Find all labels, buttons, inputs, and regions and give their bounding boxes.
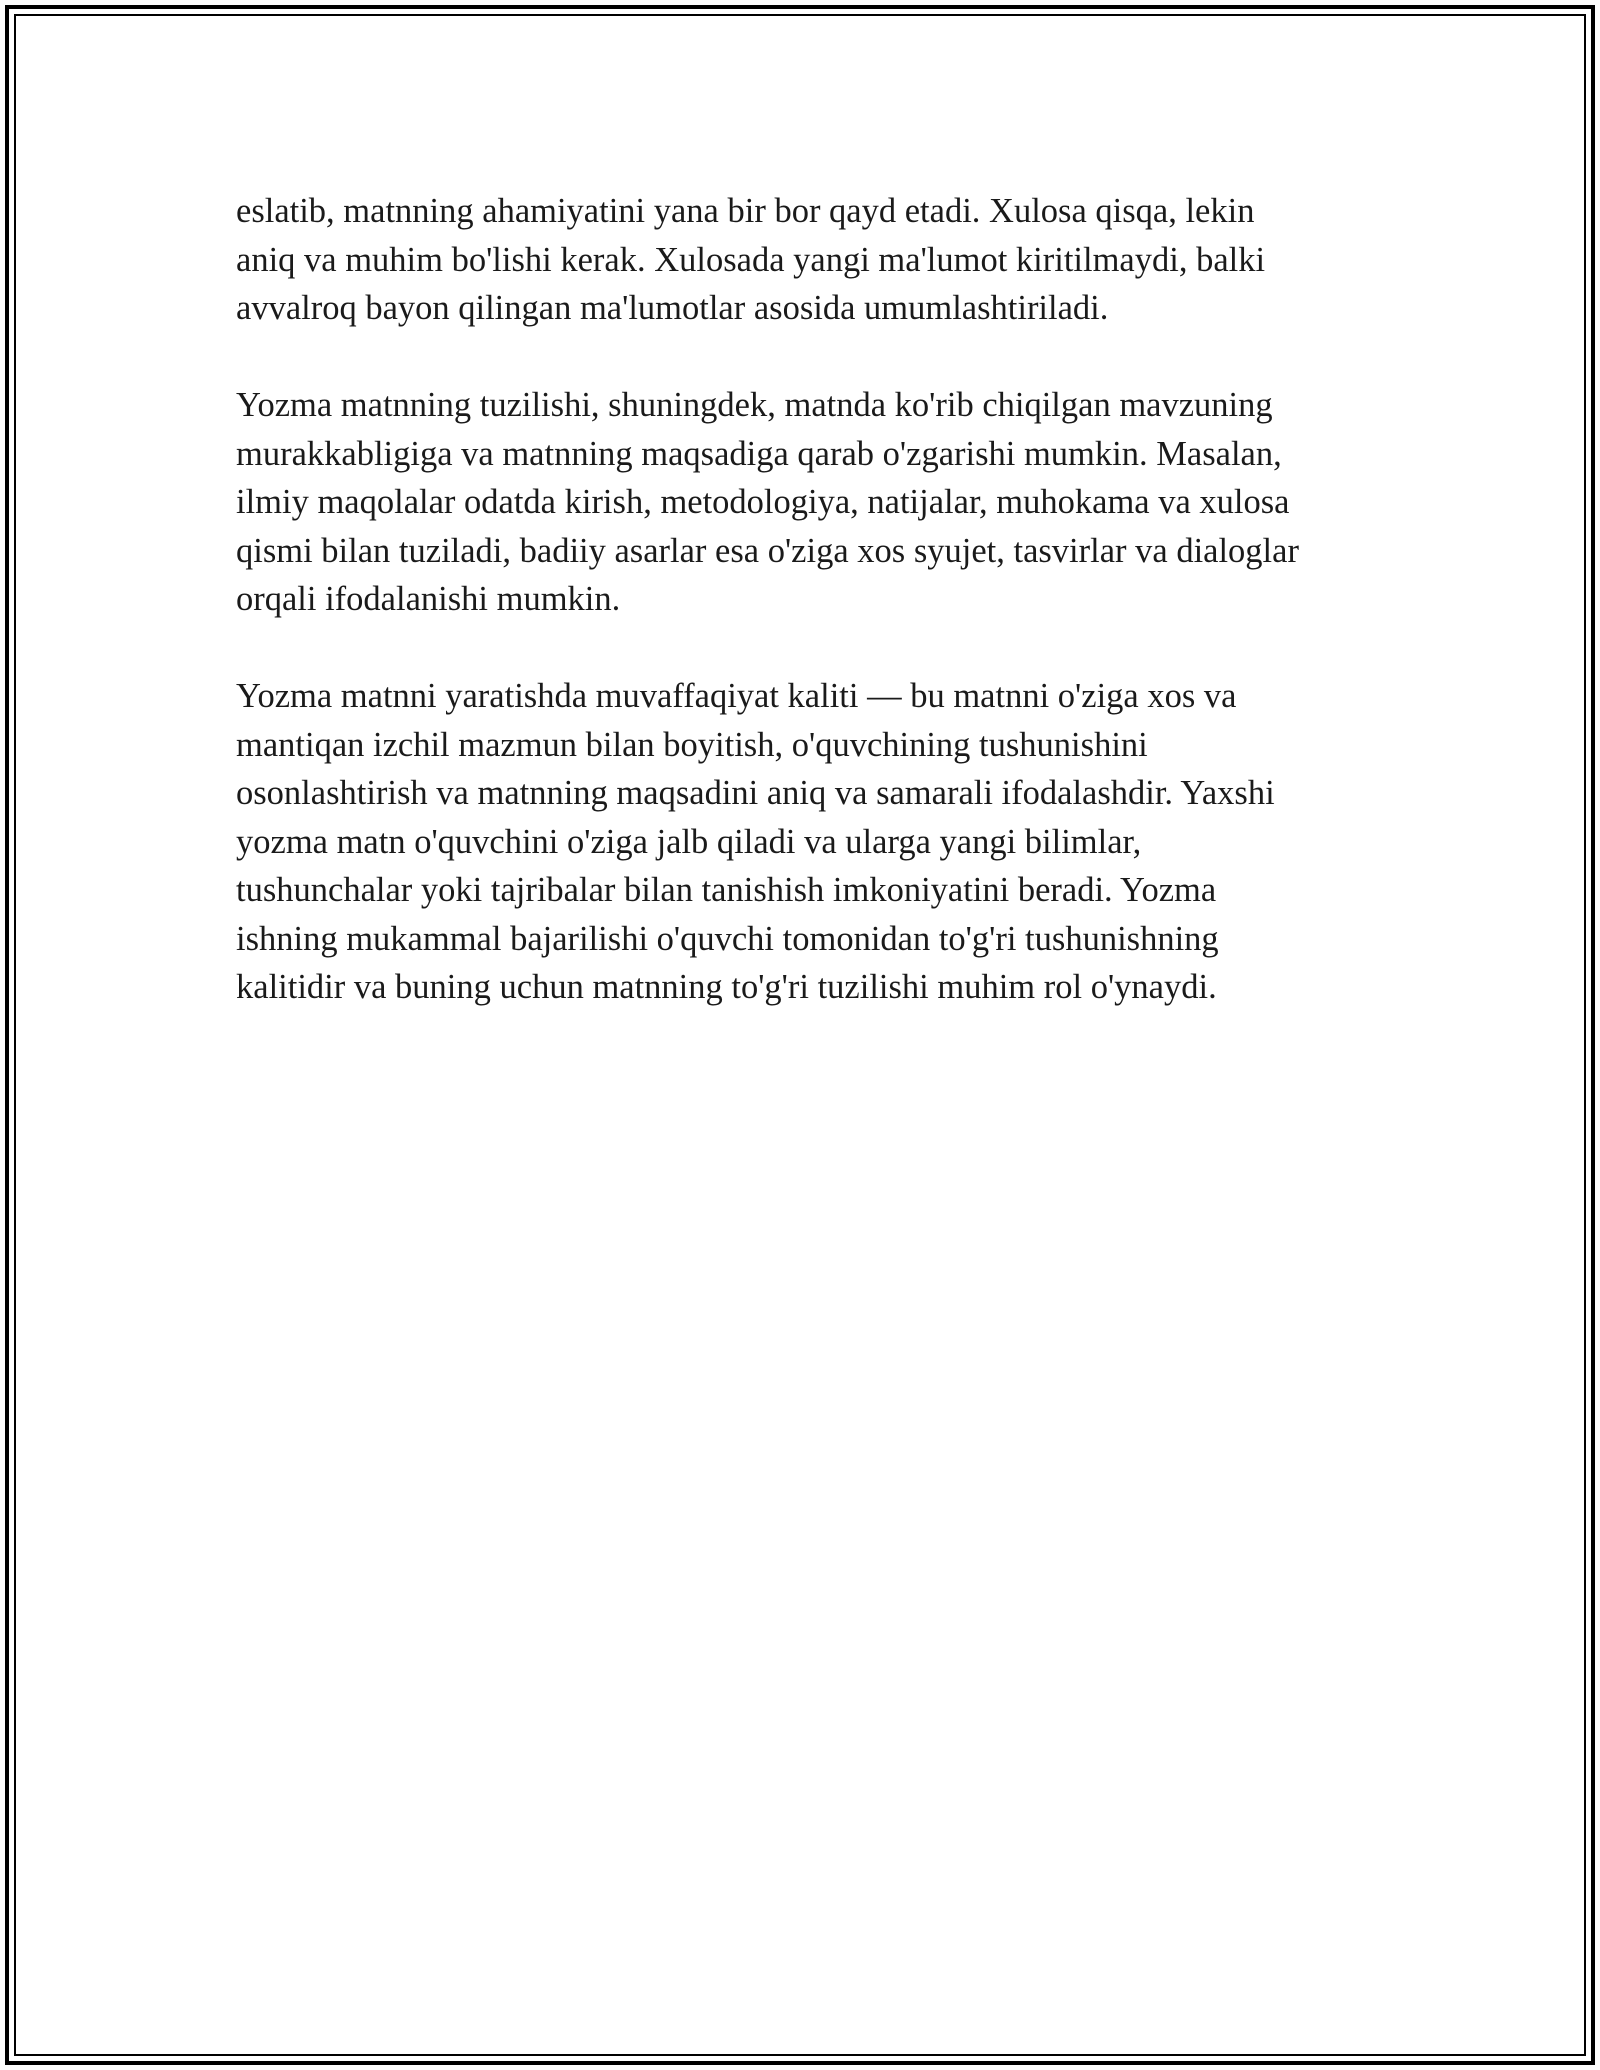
document-body	[236, 187, 1376, 1012]
paragraph-text-structure: Yozma matnning tuzilishi, shuningdek, matnda ko'rib chiqilgan mavzuning murakkabligiga va matnning maqsadiga qarab o'zgarishi mumkin. Masalan, ilmiy maqolalar odatda kirish, metodologiya, natijalar, muhokama va xulosa qismi bilan tuziladi, badiiy asarlar esa o'ziga xos syujet, tasvirlar va dialoglar orqali ifodalanishi mumkin.	[236, 386, 1299, 618]
paragraph-conclusion-summary: eslatib, matnning ahamiyatini yana bir bor qayd etadi. Xulosa qisqa, lekin aniq va muhim bo'lishi kerak. Xulosada yangi ma'lumot kiritilmaydi, balki avvalroq bayon qilingan ma'lumotlar asosida umumlashtiriladi.	[236, 192, 1266, 327]
paragraph-success-key: Yozma matnni yaratishda muvaffaqiyat kaliti — bu matnni o'ziga xos va mantiqan izchil mazmun bilan boyitish, o'quvchining tushunishini osonlashtirish va matnning maqsadini aniq va samarali ifodalashdir. Yaxshi yozma matn o'quvchini o'ziga jalb qiladi va ularga yangi bilimlar, tushunchalar yoki tajribalar bilan tanishish imkoniyatini beradi. Yozma ishning mukammal bajarilishi o'quvchi tomonidan to'g'ri tushunishning kalitidir va buning uchun matnning to'g'ri tuzilishi muhim rol o'ynaydi.	[236, 677, 1275, 1006]
